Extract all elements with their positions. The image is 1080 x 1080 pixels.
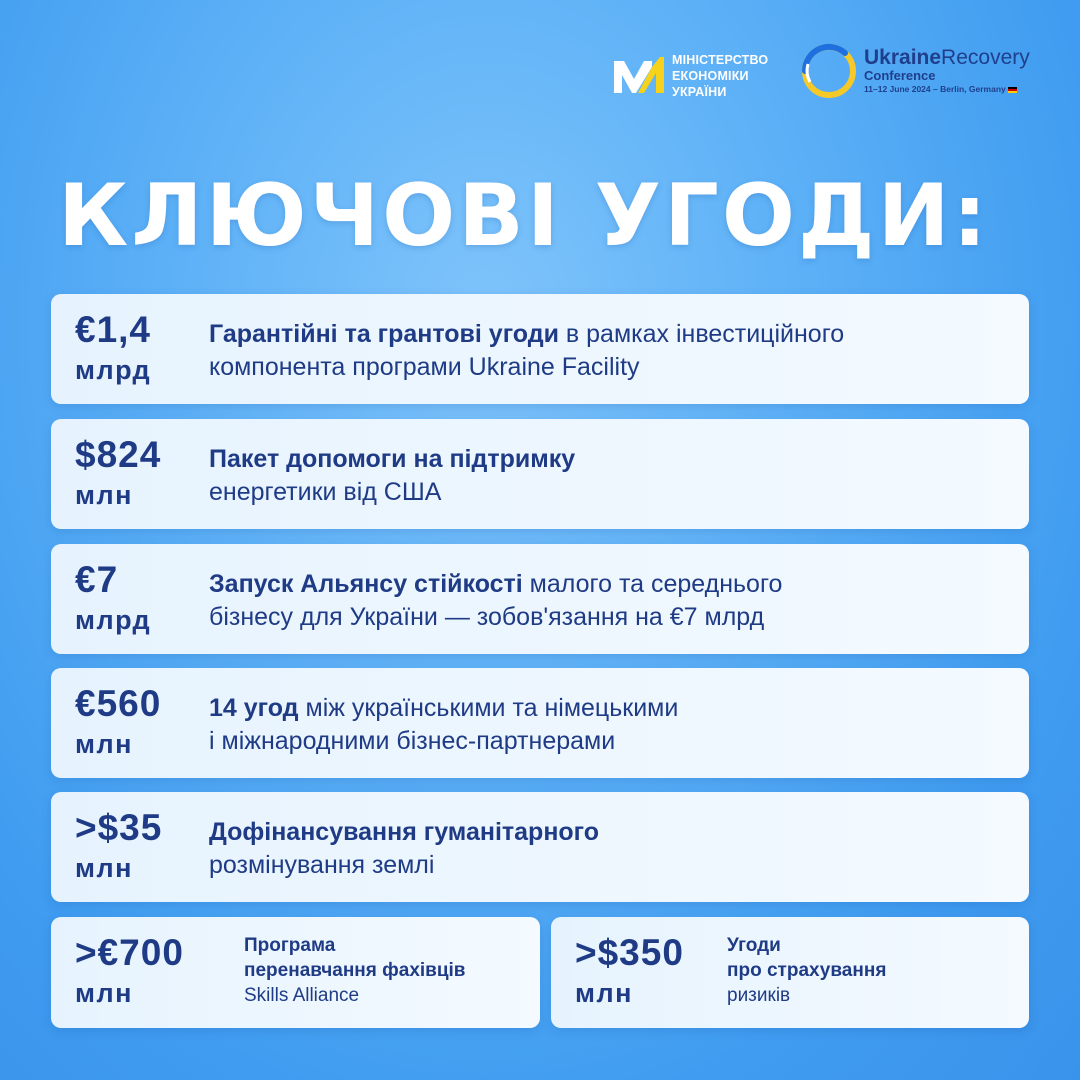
- deal-amount: €1,4 млрд: [75, 309, 152, 385]
- deal-amount: €7 млрд: [75, 559, 152, 635]
- deal-amount: >$350 млн: [575, 932, 684, 1008]
- deal-description: 14 угод між українськими та німецькими і міжнародними бізнес-партнерами: [209, 694, 679, 755]
- deal-card: [51, 544, 1029, 654]
- page-title: КЛЮЧОВІ УГОДИ:: [58, 166, 990, 266]
- ministry-logo: [614, 52, 768, 100]
- deal-description: Угоди про страхування ризиків: [727, 935, 887, 1006]
- deal-card: [51, 668, 1029, 778]
- conference-logo: [800, 42, 1030, 100]
- deal-card: [51, 294, 1029, 404]
- ministry-logo-icon: [614, 53, 664, 99]
- deal-description: Запуск Альянсу стійкості малого та середнього бізнесу для України — зобов'язання на €7 млрд: [209, 570, 783, 631]
- conference-dates: 11–12 June 2024 – Berlin, Germany: [864, 83, 1030, 95]
- deal-description: Гарантійні та грантові угоди в рамках інвестиційного компонента програми Ukraine Facility: [209, 320, 845, 381]
- deal-description: Пакет допомоги на підтримку енергетики від США: [209, 445, 576, 506]
- germany-flag-icon: [1008, 87, 1017, 93]
- deal-card: [51, 419, 1029, 529]
- deal-amount: €560 млн: [75, 683, 162, 759]
- deal-description: Програма перенавчання фахівців Skills Alliance: [244, 935, 466, 1006]
- deal-amount: >$35 млн: [75, 807, 163, 883]
- deal-card: [51, 792, 1029, 902]
- deal-card: [551, 917, 1029, 1028]
- conference-name: UkraineRecovery: [864, 46, 1030, 69]
- deal-amount: $824 млн: [75, 434, 162, 510]
- deal-amount: >€700 млн: [75, 932, 184, 1008]
- ministry-name: МІНІСТЕРСТВО ЕКОНОМІКИ УКРАЇНИ: [672, 53, 769, 99]
- deal-card: [51, 917, 540, 1028]
- conference-ring-logo-icon: [800, 42, 858, 100]
- deal-description: Дофінансування гуманітарного розмінування землі: [209, 818, 600, 879]
- conference-subtitle: Conference: [864, 68, 936, 83]
